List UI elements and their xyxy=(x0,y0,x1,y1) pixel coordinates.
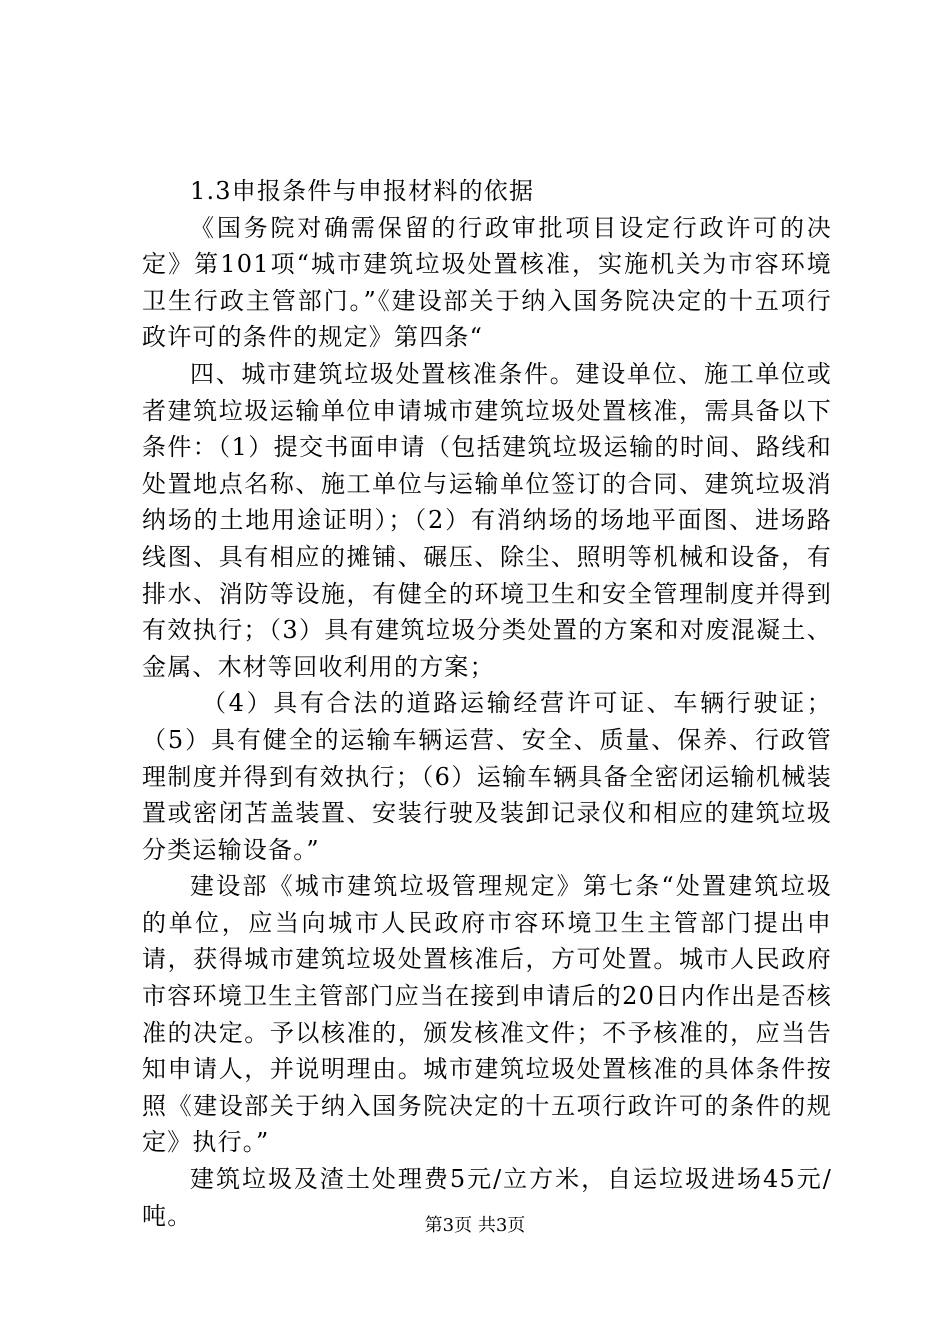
page-number-footer: 第3页 共3页 xyxy=(424,1215,526,1236)
document-body xyxy=(142,173,832,1234)
paragraph-fees: 建筑垃圾及渣土处理费5元/立方米，自运垃圾进场45元/吨。 xyxy=(142,1165,832,1230)
paragraph-conditions-continued: （4）具有合法的道路运输经营许可证、车辆行驶证；（5）具有健全的运输车辆运营、安全、质量、保养、行政管理制度并得到有效执行；（6）运输车辆具备全密闭运输机械装置或密闭苫盖装置、安装行驶及装卸记录仪和相应的建筑垃圾分类运输设备。” xyxy=(142,689,832,864)
paragraph-regulation: 建设部《城市建筑垃圾管理规定》第七条“处置建筑垃圾的单位，应当向城市人民政府市容环境卫生主管部门提出申请，获得城市建筑垃圾处置核准后，方可处置。城市人民政府市容环境卫生主管部门应当在接到申请后的20日内作出是否核准的决定。予以核准的，颁发核准文件；不予核准的，应当告知申请人，并说明理由。城市建筑垃圾处置核准的具体条件按照《建设部关于纳入国务院决定的十五项行政许可的条件的规定》执行。” xyxy=(142,872,832,1157)
paragraph-basis: 《国务院对确需保留的行政审批项目设定行政许可的决定》第101项“城市建筑垃圾处置核准，实施机关为市容环境卫生行政主管部门。”《建设部关于纳入国务院决定的十五项行政许可的条件的规定》第四条“ xyxy=(142,213,832,352)
section-heading: 1.3申报条件与申报材料的依据 xyxy=(190,177,535,205)
paragraph-conditions: 四、城市建筑垃圾处置核准条件。建设单位、施工单位或者建筑垃圾运输单位申请城市建筑垃圾处置核准，需具备以下条件：（1）提交书面申请（包括建筑垃圾运输的时间、路线和处置地点名称、施工单位与运输单位签订的合同、建筑垃圾消纳场的土地用途证明）；（2）有消纳场的场地平面图、进场路线图、具有相应的摊铺、碾压、除尘、照明等机械和设备，有排水、消防等设施，有健全的环境卫生和安全管理制度并得到有效执行；（3）具有建筑垃圾分类处置的方案和对废混凝土、金属、木材等回收利用的方案； xyxy=(142,359,832,681)
